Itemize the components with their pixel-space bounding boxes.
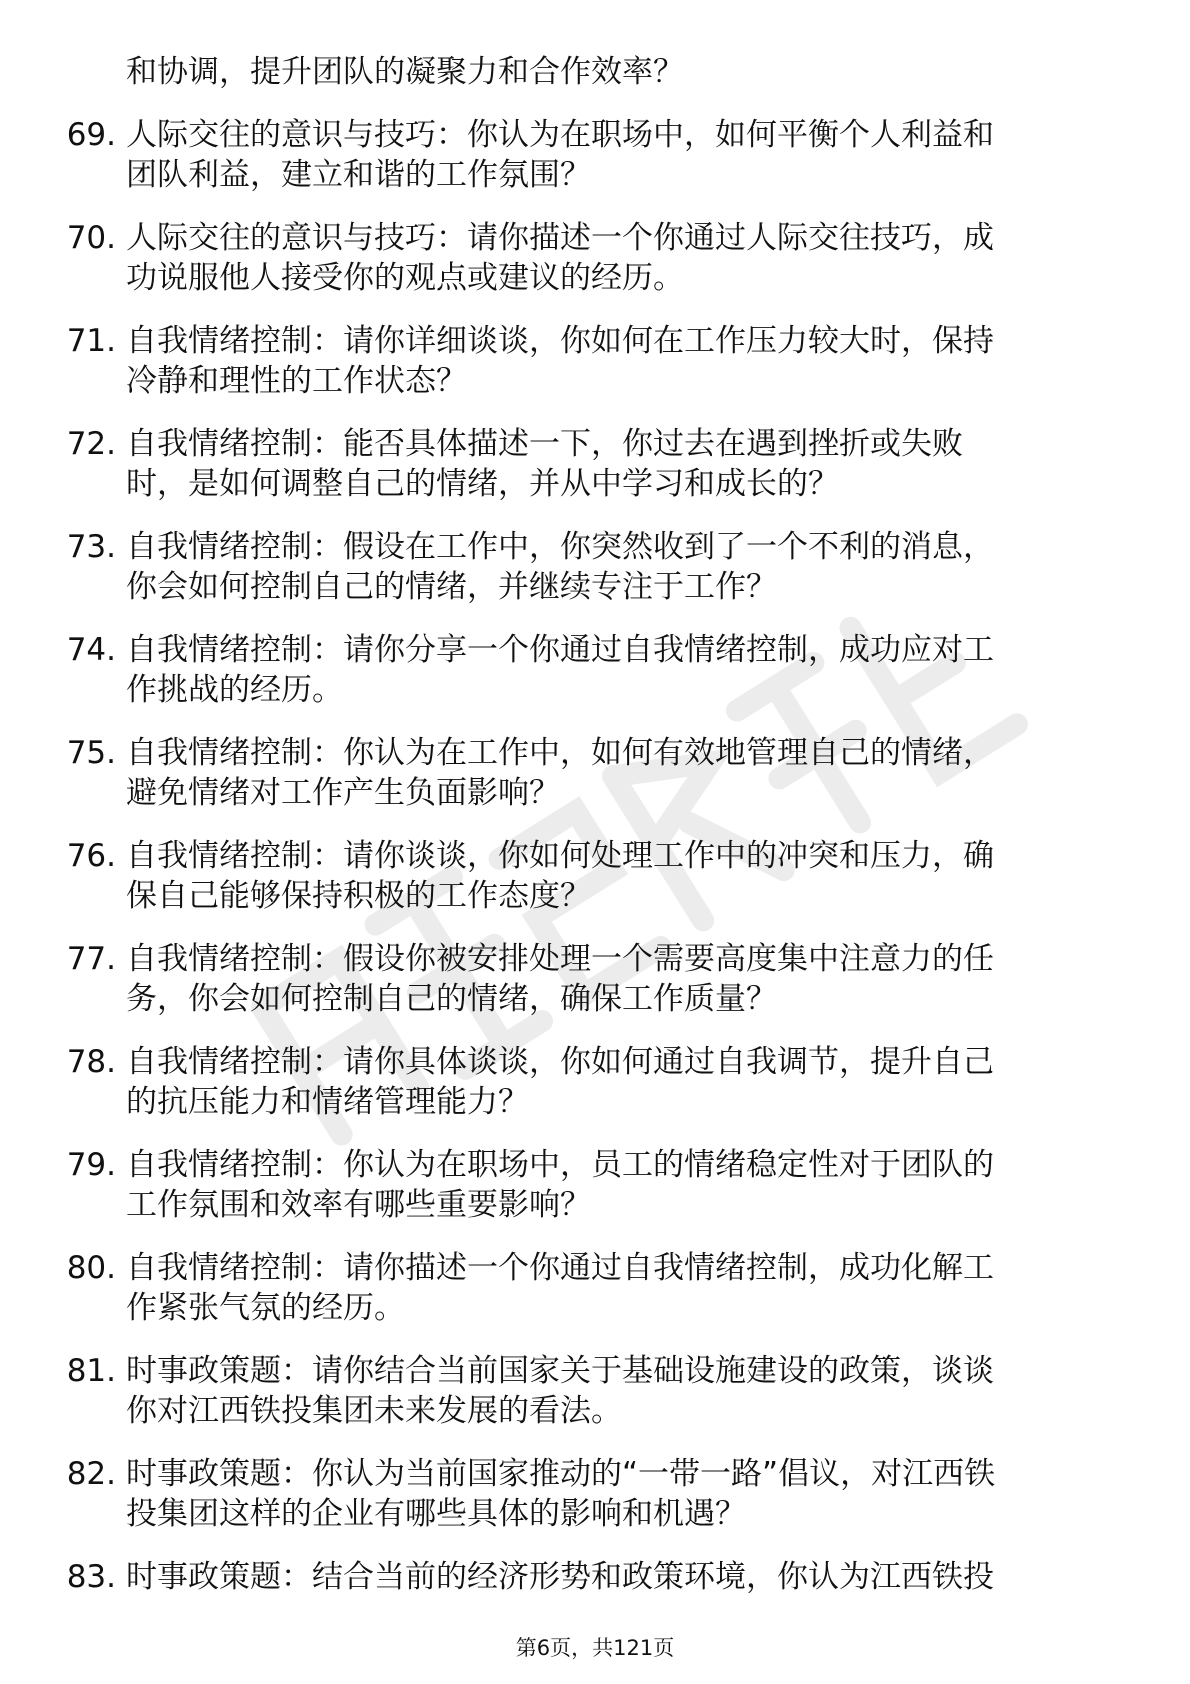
question-text-line: 时事政策题：你认为当前国家推动的“一带一路”倡议，对江西铁	[126, 1456, 996, 1492]
question-text	[126, 939, 1146, 1019]
question-text-line: 人际交往的意识与技巧：请你描述一个你通过人际交往技巧，成	[126, 220, 994, 256]
question-text	[126, 1557, 1146, 1597]
question-item	[56, 1351, 1136, 1431]
question-text	[126, 527, 1146, 607]
question-text-line: 自我情绪控制：能否具体描述一下，你过去在遇到挫折或失败	[126, 426, 963, 462]
question-number: 73.	[66, 529, 116, 565]
question-text-line: 功说服他人接受你的观点或建议的经历。	[126, 260, 684, 296]
question-text-line: 务，你会如何控制自己的情绪，确保工作质量？	[126, 981, 777, 1017]
question-text-line: 保自己能够保持积极的工作态度？	[126, 878, 591, 914]
question-number: 75.	[66, 735, 116, 771]
question-item	[56, 1145, 1136, 1225]
question-text-line: 你对江西铁投集团未来发展的看法。	[126, 1393, 622, 1429]
question-text-line: 你会如何控制自己的情绪，并继续专注于工作？	[126, 569, 777, 605]
question-text-line: 自我情绪控制：你认为在职场中，员工的情绪稳定性对于团队的	[126, 1147, 994, 1183]
question-text-line: 自我情绪控制：假设在工作中，你突然收到了一个不利的消息，	[126, 529, 994, 565]
question-text-line: 自我情绪控制：请你详细谈谈，你如何在工作压力较大时，保持	[126, 323, 994, 359]
document-body	[56, 52, 1136, 1597]
question-text	[126, 1042, 1146, 1122]
question-text	[126, 424, 1146, 504]
question-text-line: 自我情绪控制：请你分享一个你通过自我情绪控制，成功应对工	[126, 632, 994, 668]
question-number: 78.	[66, 1044, 116, 1080]
question-text	[126, 733, 1146, 813]
question-number: 76.	[66, 838, 116, 874]
question-text-line: 工作氛围和效率有哪些重要影响？	[126, 1187, 591, 1223]
question-number: 81.	[66, 1353, 116, 1389]
question-item	[56, 939, 1136, 1019]
question-number: 77.	[66, 941, 116, 977]
question-text	[126, 321, 1146, 401]
question-item	[56, 424, 1136, 504]
question-text-line: 时事政策题：请你结合当前国家关于基础设施建设的政策，谈谈	[126, 1353, 994, 1389]
question-text-line: 作紧张气氛的经历。	[126, 1290, 405, 1326]
question-text-line: 避免情绪对工作产生负面影响？	[126, 775, 560, 811]
question-text-line: 自我情绪控制：假设你被安排处理一个需要高度集中注意力的任	[126, 941, 994, 977]
question-text	[126, 115, 1146, 195]
question-item	[56, 218, 1136, 298]
question-text-line: 团队利益，建立和谐的工作氛围？	[126, 157, 591, 193]
question-text	[126, 1248, 1146, 1328]
question-text	[126, 1351, 1146, 1431]
page-footer: 第6页，共121页	[515, 1636, 675, 1660]
question-item	[56, 836, 1136, 916]
question-text-line: 自我情绪控制：请你描述一个你通过自我情绪控制，成功化解工	[126, 1250, 994, 1286]
question-item	[56, 1248, 1136, 1328]
question-text-line: 自我情绪控制：你认为在工作中，如何有效地管理自己的情绪，	[126, 735, 994, 771]
question-number: 80.	[66, 1250, 116, 1286]
question-text-line: 时，是如何调整自己的情绪，并从中学习和成长的？	[126, 466, 839, 502]
question-text-line: 时事政策题：结合当前的经济形势和政策环境，你认为江西铁投	[126, 1559, 994, 1595]
question-text-line: 自我情绪控制：请你谈谈，你如何处理工作中的冲突和压力，确	[126, 838, 994, 874]
question-number: 69.	[66, 117, 116, 153]
question-text	[126, 836, 1146, 916]
question-list	[56, 115, 1136, 1597]
question-number: 83.	[66, 1559, 116, 1595]
question-text-line: 冷静和理性的工作状态？	[126, 363, 467, 399]
question-number: 70.	[66, 220, 116, 256]
question-text	[126, 1454, 1146, 1534]
question-number: 74.	[66, 632, 116, 668]
question-item	[56, 115, 1136, 195]
question-number: 72.	[66, 426, 116, 462]
question-item	[56, 1454, 1136, 1534]
question-number: 79.	[66, 1147, 116, 1183]
question-item	[56, 527, 1136, 607]
continued-question-text: 和协调，提升团队的凝聚力和合作效率？	[126, 54, 684, 90]
question-number: 71.	[66, 323, 116, 359]
question-text-line: 的抗压能力和情绪管理能力？	[126, 1084, 529, 1120]
question-text	[126, 1145, 1146, 1225]
question-item	[56, 1557, 1136, 1597]
question-item	[56, 630, 1136, 710]
question-text-line: 投集团这样的企业有哪些具体的影响和机遇？	[126, 1496, 746, 1532]
question-text-line: 人际交往的意识与技巧：你认为在职场中，如何平衡个人利益和	[126, 117, 994, 153]
question-text	[126, 630, 1146, 710]
question-number: 82.	[66, 1456, 116, 1492]
question-item	[56, 733, 1136, 813]
question-item	[56, 1042, 1136, 1122]
question-text	[126, 218, 1146, 298]
question-text-line: 自我情绪控制：请你具体谈谈，你如何通过自我调节，提升自己	[126, 1044, 994, 1080]
question-text-line: 作挑战的经历。	[126, 672, 343, 708]
question-item	[56, 321, 1136, 401]
